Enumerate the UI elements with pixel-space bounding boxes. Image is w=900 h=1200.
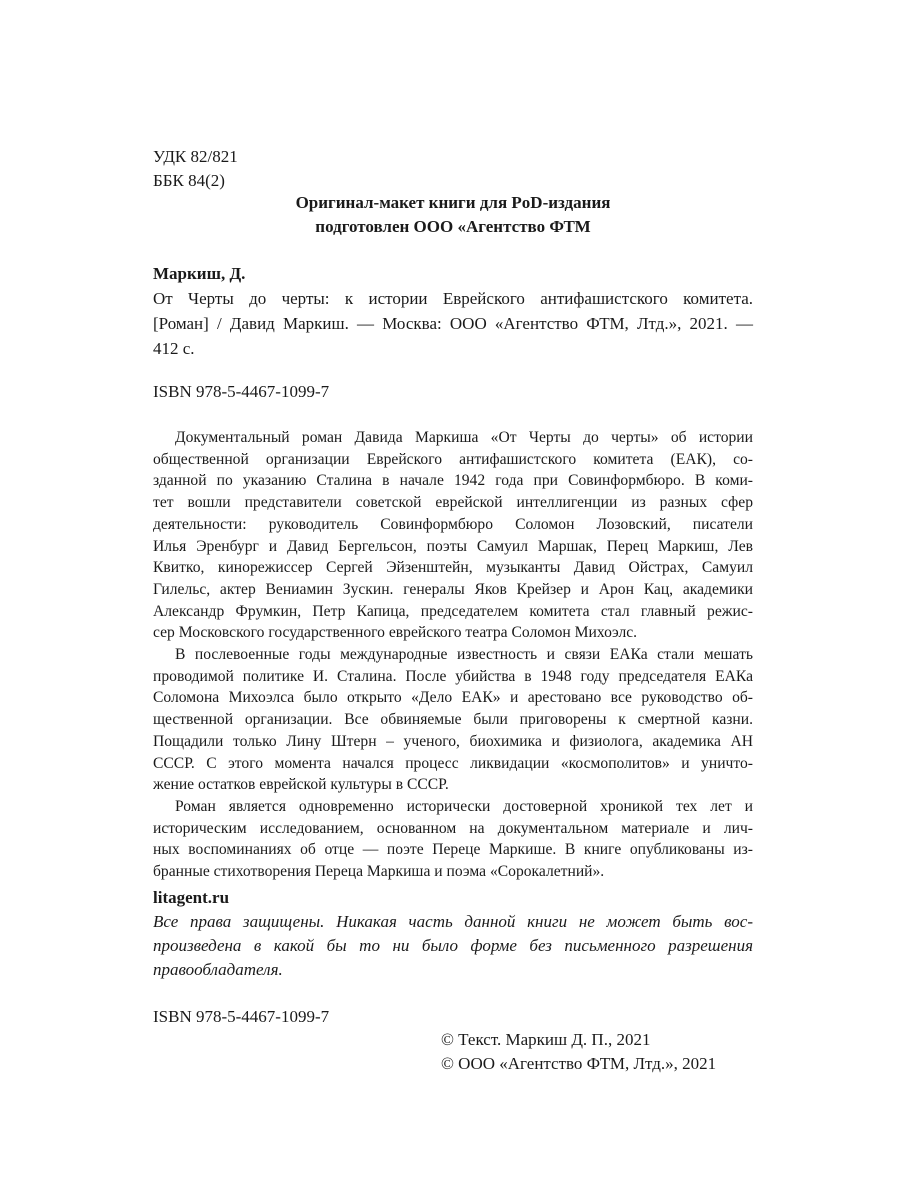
udk: УДК 82/821 bbox=[153, 147, 238, 166]
annotation bbox=[153, 427, 753, 883]
rights-line: произведена в какой бы то ни было форме без письменного разрешения bbox=[153, 936, 753, 955]
paragraph-line: СССР. С этого момента начался процесс ликвидации «космополитов» и уничто- bbox=[153, 754, 753, 772]
rights-line: правообладателя. bbox=[153, 960, 283, 979]
bbk: ББК 84(2) bbox=[153, 171, 225, 190]
paragraph-line: Пощадили только Лину Штерн – ученого, биохимика и физиолога, академика АН bbox=[153, 732, 753, 750]
paragraph-line: жение остатков еврейской культуры в СССР. bbox=[153, 776, 449, 794]
bibliographic-entry bbox=[153, 261, 753, 361]
paragraph-line: щественной организации. Все обвиняемые были приговорены к смертной казни. bbox=[153, 711, 753, 729]
author: Маркиш, Д. bbox=[153, 264, 246, 283]
paragraph-line: В послевоенные годы международные известность и связи ЕАКа стали мешать bbox=[175, 646, 753, 664]
paragraph-line: деятельности: руководитель Совинформбюро Соломон Лозовский, писатели bbox=[153, 515, 753, 533]
classification bbox=[153, 145, 753, 193]
paragraph-line: бранные стихотворения Переца Маркиша и поэма «Сорокалетний». bbox=[153, 863, 605, 881]
paragraph-line: зданной по указанию Сталина в начале 1942 года при Совинформбюро. В коми- bbox=[153, 472, 753, 490]
isbn-top: ISBN 978-5-4467-1099-7 bbox=[153, 382, 330, 401]
bib-line: 412 с. bbox=[153, 339, 195, 358]
paragraph-line: Квитко, кинорежиссер Сергей Эйзенштейн, музыканты Давид Ойстрах, Самуил bbox=[153, 559, 753, 577]
paragraph-line: Соломона Михоэлса было открыто «Дело ЕАК» и арестовано все руководство об- bbox=[153, 689, 753, 707]
rights-block bbox=[153, 886, 753, 982]
paragraph-line: Илья Эренбург и Давид Бергельсон, поэты Самуил Маршак, Перец Маркиш, Лев bbox=[153, 537, 753, 555]
site-link[interactable]: litagent.ru bbox=[153, 888, 230, 907]
copyright-line: © Текст. Маркиш Д. П., 2021 bbox=[441, 1030, 651, 1049]
bib-line: [Роман] / Давид Маркиш. — Москва: ООО «Агентство ФТМ, Лтд.», 2021. — bbox=[153, 314, 753, 333]
paragraph-line: проводимой политике И. Сталина. После убийства в 1948 году председателя ЕАКа bbox=[153, 667, 753, 685]
heading-line: Оригинал-макет книги для PoD-издания bbox=[295, 193, 611, 212]
layout-credit bbox=[153, 191, 753, 239]
paragraph-line: Документальный роман Давида Маркиша «От Черты до черты» об истории bbox=[175, 429, 753, 446]
isbn-bottom: ISBN 978-5-4467-1099-7 bbox=[153, 1007, 330, 1026]
rights-line: Все права защищены. Никакая часть данной книги не может быть вос- bbox=[153, 912, 753, 931]
paragraph-line: Александр Фрумкин, Петр Капица, председателем комитета стал главный режис- bbox=[153, 602, 753, 620]
paragraph-line: историческим исследованием, основанном на документальном материале и лич- bbox=[153, 819, 753, 837]
paragraph-line: ных воспоминаниях об отце — поэте Переце Маркише. В книге опубликованы из- bbox=[153, 841, 753, 859]
paragraph-line: Роман является одновременно исторически достоверной хроникой тех лет и bbox=[175, 797, 753, 815]
paragraph-line: Гилельс, актер Вениамин Зускин. генералы Яков Крейзер и Арон Кац, академики bbox=[153, 580, 753, 598]
bib-line: От Черты до черты: к истории Еврейского антифашистского комитета. bbox=[153, 289, 753, 308]
paragraph-line: общественной организации Еврейского антифашистского комитета (ЕАК), со- bbox=[153, 450, 753, 468]
paragraph-line: сер Московского государственного еврейского театра Соломон Михоэлс. bbox=[153, 624, 638, 642]
copyright-line: © ООО «Агентство ФТМ, Лтд.», 2021 bbox=[441, 1054, 717, 1073]
copyright bbox=[441, 1028, 716, 1076]
heading-line: подготовлен ООО «Агентство ФТМ bbox=[315, 217, 591, 236]
paragraph-line: тет вошли представители советской еврейской интеллигенции из разных сфер bbox=[153, 494, 753, 512]
